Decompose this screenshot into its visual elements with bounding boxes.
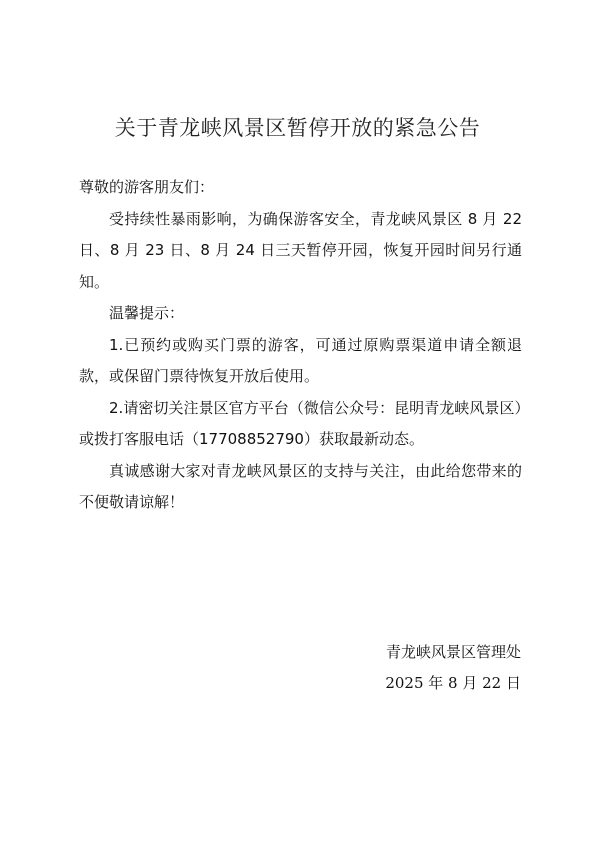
notice-body <box>79 172 522 519</box>
closing-paragraph: 真诚感谢大家对青龙峡风景区的支持与关注，由此给您带来的不便敬请谅解！ <box>79 461 522 511</box>
notice-title: 关于青龙峡风景区暂停开放的紧急公告 <box>114 116 481 140</box>
salutation: 尊敬的游客朋友们： <box>79 178 215 196</box>
signature-date: 2025 年 8 月 22 日 <box>385 674 521 692</box>
tip-follow-updates: 2.请密切关注景区官方平台（微信公众号：昆明青龙峡风景区）或拨打客服电话（17708852790）获取最新动态。 <box>79 398 522 448</box>
tips-heading: 温馨提示： <box>109 304 185 322</box>
signature-organization: 青龙峡风景区管理处 <box>385 643 521 661</box>
main-paragraph: 受持续性暴雨影响，为确保游客安全，青龙峡风景区 8 月 22 日、8 月 23 日、8 月 24 日三天暂停开园，恢复开园时间另行通知。 <box>79 209 522 291</box>
tip-refund: 1.已预约或购买门票的游客，可通过原购票渠道申请全额退款，或保留门票待恢复开放后使用。 <box>79 335 522 385</box>
